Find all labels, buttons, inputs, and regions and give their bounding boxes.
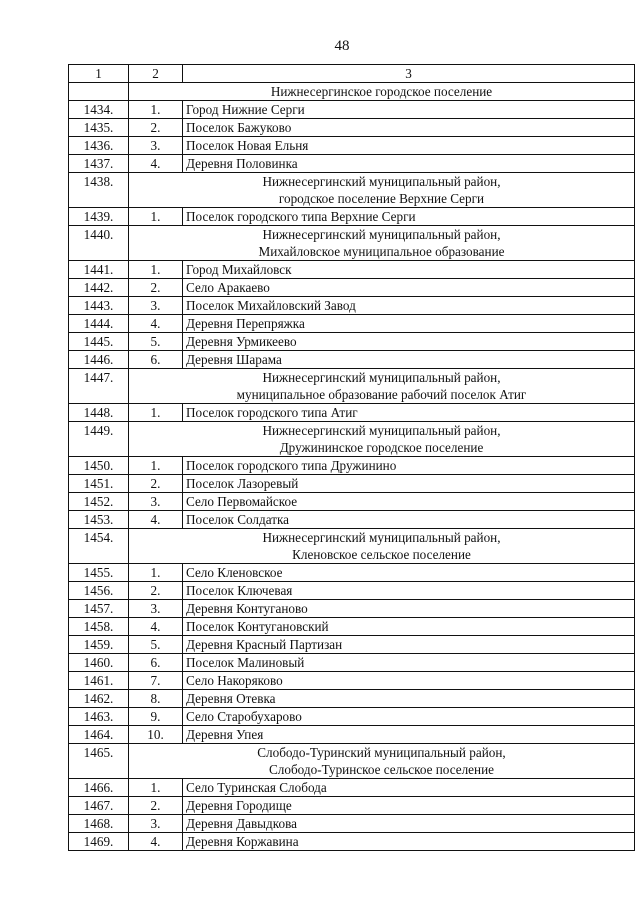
settlement-name: Поселок Михайловский Завод	[183, 297, 635, 315]
row-number: 1445.	[69, 333, 129, 351]
row-number: 1434.	[69, 101, 129, 119]
table-header-row	[69, 65, 635, 83]
row-number: 1443.	[69, 297, 129, 315]
row-index: 10.	[129, 726, 183, 744]
section-row	[69, 422, 635, 457]
section-heading	[129, 173, 635, 208]
section-row	[69, 173, 635, 208]
settlement-name: Деревня Коржавина	[183, 833, 635, 851]
table-row	[69, 119, 635, 137]
settlement-name: Поселок Ключевая	[183, 582, 635, 600]
row-number: 1440.	[69, 226, 129, 261]
row-number: 1460.	[69, 654, 129, 672]
row-number	[69, 83, 129, 101]
row-index: 4.	[129, 833, 183, 851]
settlement-name: Село Накоряково	[183, 672, 635, 690]
settlement-name: Деревня Красный Партизан	[183, 636, 635, 654]
table-row	[69, 493, 635, 511]
row-index: 4.	[129, 155, 183, 173]
row-number: 1465.	[69, 744, 129, 779]
row-index: 5.	[129, 636, 183, 654]
settlement-name: Деревня Давыдкова	[183, 815, 635, 833]
table-row	[69, 833, 635, 851]
row-index: 4.	[129, 618, 183, 636]
row-index: 2.	[129, 475, 183, 493]
row-index: 6.	[129, 351, 183, 369]
settlement-name: Деревня Половинка	[183, 155, 635, 173]
row-index: 2.	[129, 797, 183, 815]
row-index: 1.	[129, 564, 183, 582]
column-header-2: 2	[129, 65, 183, 83]
section-heading	[129, 369, 635, 404]
table-row	[69, 404, 635, 422]
row-number: 1452.	[69, 493, 129, 511]
row-index: 5.	[129, 333, 183, 351]
row-index: 2.	[129, 279, 183, 297]
row-index: 3.	[129, 815, 183, 833]
table-body	[69, 65, 635, 851]
settlement-name: Поселок городского типа Атиг	[183, 404, 635, 422]
settlement-name: Поселок Бажуково	[183, 119, 635, 137]
section-heading-line: городское поселение Верхние Серги	[278, 191, 485, 206]
table-row	[69, 511, 635, 529]
section-heading-line: Слободо-Туринское сельское поселение	[269, 762, 494, 777]
table-row	[69, 279, 635, 297]
settlement-name: Деревня Шарама	[183, 351, 635, 369]
row-number: 1463.	[69, 708, 129, 726]
section-row	[69, 83, 635, 101]
row-number: 1458.	[69, 618, 129, 636]
table-row	[69, 582, 635, 600]
row-number: 1451.	[69, 475, 129, 493]
row-index: 8.	[129, 690, 183, 708]
settlement-name: Поселок Малиновый	[183, 654, 635, 672]
section-heading-line: Кленовское сельское поселение	[292, 547, 471, 562]
settlement-name: Поселок городского типа Дружинино	[183, 457, 635, 475]
settlement-name: Поселок Лазоревый	[183, 475, 635, 493]
row-number: 1466.	[69, 779, 129, 797]
section-row	[69, 226, 635, 261]
table-row	[69, 101, 635, 119]
table-row	[69, 315, 635, 333]
row-number: 1469.	[69, 833, 129, 851]
section-heading	[129, 226, 635, 261]
table-row	[69, 297, 635, 315]
row-number: 1462.	[69, 690, 129, 708]
settlement-name: Город Михайловск	[183, 261, 635, 279]
section-heading-line: муниципальное образование рабочий поселок Атиг	[236, 387, 527, 402]
row-index: 2.	[129, 582, 183, 600]
row-number: 1449.	[69, 422, 129, 457]
page-number: 48	[334, 38, 350, 54]
table-row	[69, 726, 635, 744]
row-number: 1441.	[69, 261, 129, 279]
row-index: 1.	[129, 779, 183, 797]
row-index: 4.	[129, 315, 183, 333]
row-number: 1446.	[69, 351, 129, 369]
row-number: 1435.	[69, 119, 129, 137]
settlement-name: Деревня Урмикеево	[183, 333, 635, 351]
row-index: 3.	[129, 493, 183, 511]
row-number: 1448.	[69, 404, 129, 422]
row-number: 1444.	[69, 315, 129, 333]
section-row	[69, 529, 635, 564]
table-row	[69, 155, 635, 173]
row-index: 1.	[129, 457, 183, 475]
row-number: 1459.	[69, 636, 129, 654]
section-heading-line: Нижнесергинское городское поселение	[270, 84, 493, 99]
row-number: 1455.	[69, 564, 129, 582]
row-number: 1442.	[69, 279, 129, 297]
settlement-name: Село Старобухарово	[183, 708, 635, 726]
table-row	[69, 672, 635, 690]
row-number: 1461.	[69, 672, 129, 690]
settlement-name: Поселок городского типа Верхние Серги	[183, 208, 635, 226]
row-index: 1.	[129, 261, 183, 279]
column-header-1: 1	[69, 65, 129, 83]
table-row	[69, 351, 635, 369]
table-row	[69, 564, 635, 582]
table-row	[69, 333, 635, 351]
row-index: 4.	[129, 511, 183, 529]
row-number: 1447.	[69, 369, 129, 404]
settlement-name: Поселок Солдатка	[183, 511, 635, 529]
table-row	[69, 261, 635, 279]
column-header-3: 3	[183, 65, 635, 83]
section-heading-line: Михайловское муниципальное образование	[258, 244, 505, 259]
settlement-name: Деревня Контуганово	[183, 600, 635, 618]
row-index: 3.	[129, 297, 183, 315]
row-number: 1467.	[69, 797, 129, 815]
section-heading-line: Нижнесергинский муниципальный район,	[262, 227, 501, 242]
row-index: 6.	[129, 654, 183, 672]
row-index: 9.	[129, 708, 183, 726]
section-heading-line: Дружининское городское поселение	[279, 440, 484, 455]
row-number: 1436.	[69, 137, 129, 155]
settlement-name: Деревня Городище	[183, 797, 635, 815]
settlement-name: Деревня Отевка	[183, 690, 635, 708]
row-index: 1.	[129, 404, 183, 422]
settlement-name: Город Нижние Серги	[183, 101, 635, 119]
row-number: 1439.	[69, 208, 129, 226]
table-row	[69, 708, 635, 726]
row-number: 1454.	[69, 529, 129, 564]
section-row	[69, 369, 635, 404]
row-number: 1468.	[69, 815, 129, 833]
table-row	[69, 815, 635, 833]
row-index: 2.	[129, 119, 183, 137]
row-index: 3.	[129, 600, 183, 618]
section-heading	[129, 529, 635, 564]
table-row	[69, 475, 635, 493]
settlement-name: Село Первомайское	[183, 493, 635, 511]
section-heading-line: Нижнесергинский муниципальный район,	[262, 423, 501, 438]
settlement-name: Поселок Контугановский	[183, 618, 635, 636]
section-heading	[129, 422, 635, 457]
table-row	[69, 600, 635, 618]
settlement-name: Поселок Новая Ельня	[183, 137, 635, 155]
section-heading	[129, 744, 635, 779]
row-number: 1457.	[69, 600, 129, 618]
row-index: 3.	[129, 137, 183, 155]
settlement-name: Деревня Перепряжка	[183, 315, 635, 333]
row-index: 1.	[129, 208, 183, 226]
section-heading	[129, 83, 635, 101]
table-row	[69, 618, 635, 636]
settlement-name: Село Кленовское	[183, 564, 635, 582]
section-heading-line: Нижнесергинский муниципальный район,	[262, 530, 501, 545]
table-row	[69, 208, 635, 226]
table-row	[69, 457, 635, 475]
row-number: 1450.	[69, 457, 129, 475]
settlement-name: Село Аракаево	[183, 279, 635, 297]
row-number: 1464.	[69, 726, 129, 744]
row-number: 1456.	[69, 582, 129, 600]
row-number: 1438.	[69, 173, 129, 208]
table-row	[69, 690, 635, 708]
section-heading-line: Нижнесергинский муниципальный район,	[262, 370, 501, 385]
section-heading-line: Нижнесергинский муниципальный район,	[262, 174, 501, 189]
row-number: 1437.	[69, 155, 129, 173]
table-row	[69, 797, 635, 815]
row-number: 1453.	[69, 511, 129, 529]
section-row	[69, 744, 635, 779]
row-index: 7.	[129, 672, 183, 690]
settlement-name: Деревня Упея	[183, 726, 635, 744]
settlements-table	[68, 64, 635, 851]
settlement-name: Село Туринская Слобода	[183, 779, 635, 797]
table-row	[69, 137, 635, 155]
table-row	[69, 779, 635, 797]
row-index: 1.	[129, 101, 183, 119]
table-row	[69, 636, 635, 654]
table-row	[69, 654, 635, 672]
section-heading-line: Слободо-Туринский муниципальный район,	[257, 745, 506, 760]
